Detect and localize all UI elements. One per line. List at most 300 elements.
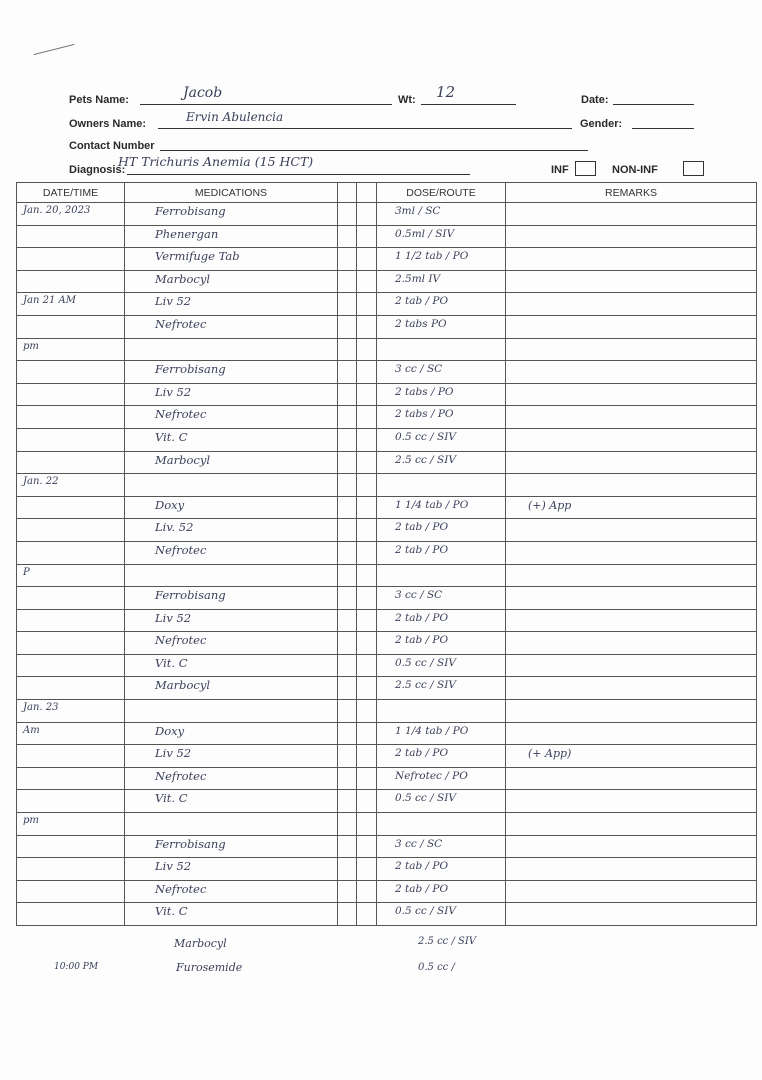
remarks-cell [506, 225, 757, 248]
date-cell [17, 496, 125, 519]
column-header: DATE/TIME [17, 183, 125, 203]
blank-cell [357, 609, 377, 632]
remarks-cell [506, 903, 757, 926]
blank-cell [357, 722, 377, 745]
medication-cell [125, 496, 338, 519]
date-cell [17, 858, 125, 881]
dose-route-cell [377, 700, 506, 723]
blank-cell [338, 541, 357, 564]
date-cell [17, 293, 125, 316]
remarks-cell [506, 677, 757, 700]
dose-route-cell-text: 2 tab / PO [395, 747, 449, 760]
date-cell [17, 315, 125, 338]
medication-cell [125, 225, 338, 248]
dose-route-cell-text: 2 tab / PO [395, 521, 449, 534]
medication-cell-text: Nefrotec [155, 881, 207, 896]
date-cell [17, 700, 125, 723]
medication-cell-text: Ferrobisang [155, 836, 226, 851]
medication-cell-text: Vermifuge Tab [155, 249, 240, 264]
blank-cell [357, 654, 377, 677]
remarks-cell [506, 541, 757, 564]
blank-cell [357, 293, 377, 316]
pets-name-line [140, 104, 392, 105]
blank-cell [338, 203, 357, 226]
dose-route-cell [377, 519, 506, 542]
blank-cell [338, 790, 357, 813]
dose-route-cell [377, 813, 506, 836]
medication-cell [125, 474, 338, 497]
column-header: REMARKS [506, 183, 757, 203]
entry-dose: 0.5 cc / [418, 962, 455, 973]
dose-route-cell-text: 2 tabs / PO [395, 385, 454, 398]
medication-cell [125, 813, 338, 836]
blank-cell [338, 835, 357, 858]
blank-cell [357, 632, 377, 655]
blank-cell [338, 722, 357, 745]
medication-cell-text: Nefrotec [155, 542, 207, 557]
date-cell [17, 428, 125, 451]
blank-cell [357, 203, 377, 226]
remarks-cell [506, 361, 757, 384]
remarks-cell [506, 654, 757, 677]
remarks-cell-text: (+) App [528, 498, 572, 512]
table-row [17, 338, 757, 361]
remarks-cell [506, 880, 757, 903]
dose-route-cell-text: 2 tab / PO [395, 543, 449, 556]
dose-route-cell-text: 2 tab / PO [395, 611, 449, 624]
blank-cell [357, 880, 377, 903]
table-row [17, 609, 757, 632]
table-row [17, 383, 757, 406]
blank-cell [338, 428, 357, 451]
dose-route-cell [377, 496, 506, 519]
table-row [17, 745, 757, 768]
remarks-cell [506, 474, 757, 497]
remarks-cell [506, 722, 757, 745]
date-cell [17, 609, 125, 632]
medication-cell [125, 541, 338, 564]
blank-cell [338, 564, 357, 587]
remarks-cell [506, 632, 757, 655]
owners-name-value: Ervin Abulencia [186, 110, 284, 124]
medication-cell [125, 203, 338, 226]
medication-cell-text: Ferrobisang [155, 362, 226, 377]
date-cell [17, 451, 125, 474]
medication-cell-text: Ferrobisang [155, 588, 226, 603]
blank-cell [338, 496, 357, 519]
remarks-cell [506, 587, 757, 610]
dose-route-cell-text: 2.5ml IV [395, 272, 441, 285]
blank-cell [338, 745, 357, 768]
date-cell [17, 361, 125, 384]
medication-cell [125, 338, 338, 361]
blank-cell [338, 632, 357, 655]
blank-cell [357, 361, 377, 384]
medication-cell [125, 790, 338, 813]
blank-cell [357, 383, 377, 406]
table-row [17, 203, 757, 226]
dose-route-cell [377, 428, 506, 451]
date-cell [17, 790, 125, 813]
medication-cell-text: Vit. C [155, 655, 188, 670]
date-cell [17, 564, 125, 587]
medication-cell [125, 293, 338, 316]
medication-cell-text: Marbocyl [155, 678, 211, 693]
blank-cell [357, 496, 377, 519]
medication-cell-text: Phenergan [155, 226, 219, 241]
medication-cell-text: Nefrotec [155, 407, 207, 422]
date-cell [17, 541, 125, 564]
table-row [17, 587, 757, 610]
dose-route-cell-text: 0.5 cc / SIV [395, 792, 456, 805]
medication-cell [125, 700, 338, 723]
owners-name-label: Owners Name: [69, 118, 147, 130]
blank-cell [338, 225, 357, 248]
column-header: MEDICATIONS [125, 183, 338, 203]
medication-cell [125, 428, 338, 451]
remarks-cell [506, 338, 757, 361]
date-cell [17, 406, 125, 429]
table-row [17, 474, 757, 497]
dose-route-cell [377, 903, 506, 926]
dose-route-cell [377, 203, 506, 226]
blank-cell [357, 519, 377, 542]
remarks-cell [506, 767, 757, 790]
medication-cell-text: Vit. C [155, 791, 188, 806]
blank-cell [338, 338, 357, 361]
blank-cell [357, 564, 377, 587]
blank-cell [357, 858, 377, 881]
dose-route-cell-text: 2 tab / PO [395, 882, 449, 895]
dose-route-cell-text: 2.5 cc / SIV [395, 679, 456, 692]
table-row [17, 248, 757, 271]
dose-route-cell [377, 654, 506, 677]
medication-cell-text: Liv 52 [155, 859, 192, 874]
blank-cell [338, 361, 357, 384]
blank-cell [338, 587, 357, 610]
date-cell [17, 745, 125, 768]
table-row [17, 903, 757, 926]
remarks-cell [506, 835, 757, 858]
table-row [17, 270, 757, 293]
medication-cell-text: Vit. C [155, 904, 188, 919]
dose-route-cell [377, 383, 506, 406]
table-row [17, 654, 757, 677]
blank-cell [338, 451, 357, 474]
remarks-cell [506, 428, 757, 451]
table-row [17, 361, 757, 384]
date-cell-text: pm [23, 340, 39, 352]
remarks-cell [506, 564, 757, 587]
non-inf-checkbox[interactable] [683, 161, 704, 176]
dose-route-cell [377, 293, 506, 316]
blank-cell [357, 406, 377, 429]
dose-route-cell [377, 790, 506, 813]
table-row [17, 541, 757, 564]
dose-route-cell [377, 248, 506, 271]
dose-route-cell-text: 0.5 cc / SIV [395, 905, 456, 918]
medication-cell-text: Liv 52 [155, 384, 192, 399]
dose-route-cell-text: 2 tabs / PO [395, 408, 454, 421]
medication-cell [125, 880, 338, 903]
date-cell [17, 677, 125, 700]
dose-route-cell [377, 406, 506, 429]
medication-cell [125, 361, 338, 384]
table-row [17, 315, 757, 338]
dose-route-cell-text: 2.5 cc / SIV [395, 453, 456, 466]
table-row [17, 835, 757, 858]
date-cell-text: Jan. 20, 2023 [23, 205, 91, 216]
medication-cell-text: Liv. 52 [155, 520, 194, 535]
blank-cell [357, 587, 377, 610]
blank-cell [338, 270, 357, 293]
date-cell [17, 270, 125, 293]
dose-route-cell [377, 541, 506, 564]
wt-label: Wt: [398, 94, 416, 106]
dose-route-cell [377, 564, 506, 587]
medication-cell-text: Liv 52 [155, 294, 192, 309]
dose-route-cell-text: 2 tabs PO [395, 317, 447, 330]
date-cell [17, 722, 125, 745]
dose-route-cell [377, 767, 506, 790]
blank-cell [357, 428, 377, 451]
remarks-cell [506, 451, 757, 474]
blank-cell [357, 790, 377, 813]
blank-cell [357, 813, 377, 836]
date-cell-text: Jan. 23 [23, 702, 59, 714]
blank-cell [357, 745, 377, 768]
blank-cell [357, 700, 377, 723]
blank-cell [357, 903, 377, 926]
blank-cell [338, 519, 357, 542]
blank-cell [357, 677, 377, 700]
table-row [17, 632, 757, 655]
dose-route-cell-text: 0.5ml / SIV [395, 227, 455, 240]
dose-route-cell-text: 3 cc / SC [395, 363, 443, 376]
remarks-cell [506, 315, 757, 338]
date-cell [17, 632, 125, 655]
table-row [17, 722, 757, 745]
medication-cell [125, 677, 338, 700]
table-row [17, 451, 757, 474]
medication-cell-text: Vit. C [155, 429, 188, 444]
date-cell [17, 903, 125, 926]
diagnosis-line [127, 174, 470, 175]
blank-cell [357, 315, 377, 338]
date-cell-text: Jan. 22 [23, 476, 59, 488]
blank-cell [338, 903, 357, 926]
dose-route-cell-text: 3ml / SC [395, 205, 441, 217]
table-row [17, 496, 757, 519]
date-cell [17, 474, 125, 497]
entry-medication: Marbocyl [174, 937, 227, 950]
blank-cell [338, 677, 357, 700]
medication-cell [125, 587, 338, 610]
entry-medication: Furosemide [176, 961, 243, 974]
entry-date: 10:00 PM [54, 962, 99, 972]
date-cell [17, 383, 125, 406]
diagnosis-label: Diagnosis: [69, 164, 126, 176]
dose-route-cell [377, 858, 506, 881]
dose-route-cell [377, 338, 506, 361]
blank-cell [338, 654, 357, 677]
date-cell [17, 880, 125, 903]
table-row [17, 428, 757, 451]
date-cell-text: Jan 21 AM [23, 295, 76, 307]
remarks-cell [506, 609, 757, 632]
table-row [17, 677, 757, 700]
medication-cell [125, 383, 338, 406]
blank-cell [338, 813, 357, 836]
table-row [17, 406, 757, 429]
dose-route-cell [377, 632, 506, 655]
diagnosis-value: HT Trichuris Anemia (15 HCT) [118, 154, 314, 169]
blank-cell [338, 880, 357, 903]
medication-cell-text: Ferrobisang [155, 204, 226, 218]
blank-cell [357, 474, 377, 497]
medication-cell [125, 745, 338, 768]
blank-cell [357, 248, 377, 271]
table-header-row [17, 183, 757, 203]
medication-cell [125, 654, 338, 677]
remarks-cell [506, 248, 757, 271]
dose-route-cell [377, 225, 506, 248]
dose-route-cell [377, 587, 506, 610]
inf-label: INF [551, 164, 569, 176]
date-cell [17, 248, 125, 271]
contact-number-line [160, 150, 588, 151]
table-row [17, 813, 757, 836]
table-row [17, 519, 757, 542]
dose-route-cell-text: 1 1/4 tab / PO [395, 498, 469, 511]
date-cell [17, 813, 125, 836]
dose-route-cell [377, 722, 506, 745]
blank-cell [338, 700, 357, 723]
table-row [17, 790, 757, 813]
medication-cell-text: Nefrotec [155, 633, 207, 648]
remarks-cell [506, 293, 757, 316]
medication-cell-text: Marbocyl [155, 452, 211, 467]
dose-route-cell [377, 745, 506, 768]
pen-stroke-mark [34, 44, 75, 55]
medication-cell-text: Nefrotec [155, 316, 207, 331]
remarks-cell-text: (+ App) [528, 747, 572, 761]
date-cell [17, 338, 125, 361]
blank-cell [357, 835, 377, 858]
table-row [17, 564, 757, 587]
entry-dose: 2.5 cc / SIV [418, 936, 477, 947]
dose-route-cell-text: 3 cc / SC [395, 589, 443, 602]
blank-cell [338, 248, 357, 271]
date-cell-text: pm [23, 815, 39, 827]
remarks-cell [506, 406, 757, 429]
medication-cell [125, 519, 338, 542]
medication-cell [125, 406, 338, 429]
date-cell-text: P [23, 566, 30, 578]
blank-cell [357, 225, 377, 248]
remarks-cell [506, 745, 757, 768]
blank-cell [338, 609, 357, 632]
dose-route-cell [377, 677, 506, 700]
table-row [17, 880, 757, 903]
medication-cell [125, 609, 338, 632]
dose-route-cell-text: 1 1/4 tab / PO [395, 724, 469, 737]
wt-line [421, 104, 516, 105]
dose-route-cell [377, 315, 506, 338]
date-line [613, 104, 694, 105]
column-header [338, 183, 357, 203]
medication-cell [125, 903, 338, 926]
medication-cell-text: Marbocyl [155, 271, 211, 286]
dose-route-cell [377, 451, 506, 474]
dose-route-cell [377, 361, 506, 384]
date-cell [17, 767, 125, 790]
medication-cell [125, 835, 338, 858]
inf-checkbox[interactable] [575, 161, 596, 176]
date-cell [17, 835, 125, 858]
medication-cell [125, 270, 338, 293]
column-header [357, 183, 377, 203]
remarks-cell [506, 858, 757, 881]
dose-route-cell-text: Nefrotec / PO [395, 769, 468, 782]
dose-route-cell-text: 0.5 cc / SIV [395, 656, 456, 669]
blank-cell [338, 315, 357, 338]
remarks-cell [506, 203, 757, 226]
dose-route-cell [377, 270, 506, 293]
table-row [17, 767, 757, 790]
medication-cell-text: Liv 52 [155, 610, 192, 625]
dose-route-cell-text: 3 cc / SC [395, 837, 443, 850]
treatment-sheet-table [16, 182, 757, 926]
blank-cell [357, 451, 377, 474]
medication-cell [125, 564, 338, 587]
medication-cell-text: Doxy [155, 723, 185, 738]
date-cell [17, 654, 125, 677]
dose-route-cell-text: 2 tab / PO [395, 295, 449, 308]
date-cell-text: Am [23, 724, 40, 736]
medication-cell [125, 315, 338, 338]
medication-cell [125, 248, 338, 271]
medication-cell-text: Nefrotec [155, 768, 207, 783]
medication-cell [125, 767, 338, 790]
owners-name-line [158, 128, 572, 129]
blank-cell [338, 383, 357, 406]
dose-route-cell [377, 880, 506, 903]
dose-route-cell-text: 0.5 cc / SIV [395, 430, 456, 443]
date-cell [17, 519, 125, 542]
date-label: Date: [581, 94, 609, 106]
medication-cell [125, 858, 338, 881]
blank-cell [338, 474, 357, 497]
dose-route-cell-text: 1 1/2 tab / PO [395, 250, 469, 263]
non-inf-label: NON-INF [612, 164, 658, 176]
table-row [17, 225, 757, 248]
medication-cell-text: Liv 52 [155, 746, 192, 761]
remarks-cell [506, 790, 757, 813]
blank-cell [338, 293, 357, 316]
blank-cell [338, 767, 357, 790]
remarks-cell [506, 519, 757, 542]
blank-cell [357, 767, 377, 790]
table-row [17, 858, 757, 881]
dose-route-cell [377, 474, 506, 497]
date-cell [17, 203, 125, 226]
contact-number-label: Contact Number [69, 140, 155, 152]
gender-label: Gender: [580, 118, 623, 130]
medication-cell [125, 451, 338, 474]
blank-cell [357, 541, 377, 564]
dose-route-cell-text: 2 tab / PO [395, 860, 449, 873]
